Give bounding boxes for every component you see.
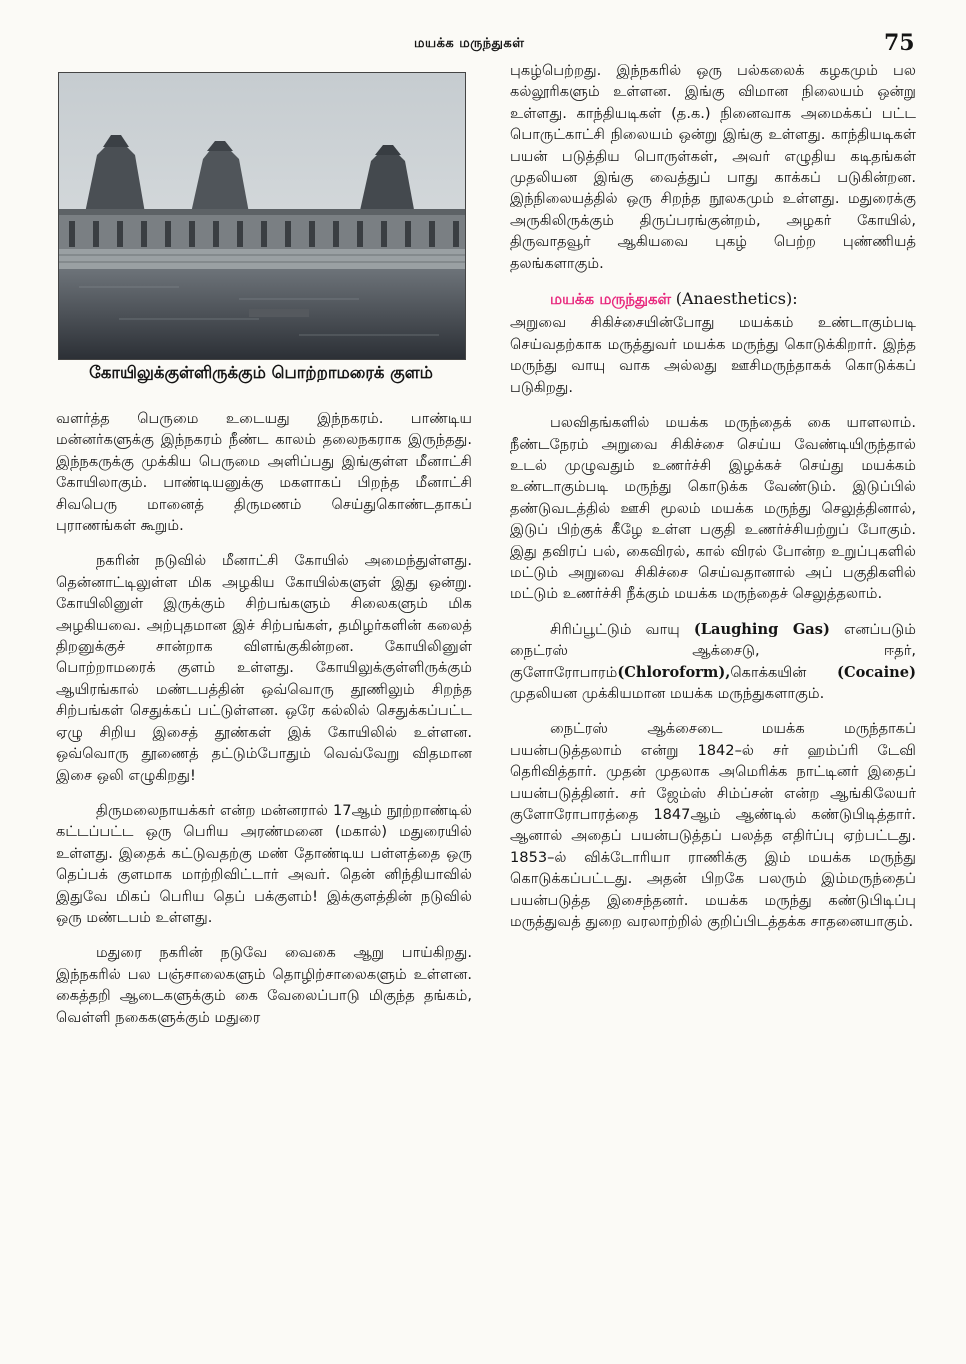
paragraph: திருமலைநாயக்கர் என்ற மன்னரால் 17ஆம் நூற்றாண்டில் கட்டப்பட்ட ஒரு பெரிய அரண்மனை (மகால்) மதுரையில் உள்ளது. இதைக் கட்டுவதற்கு மண் தோண்டிய பள்ளத்தை ஒரு தெப்பக் குளமாக மாற்றிவிட்டார் அவர். தென் னிந்தியாவில் இதுவே மிகப் பெரிய தெப் பக்குளம்! இக்குளத்தின் நடுவில் ஒரு மண்டபம் உள்ளது. bbox=[56, 801, 472, 926]
text-run: முதலியன முக்கியமான மயக்க மருந்துகளாகும். bbox=[510, 684, 825, 702]
english-term: (Laughing Gas) bbox=[693, 620, 830, 638]
figure-caption: கோயிலுக்குள்ளிருக்கும் பொற்றாமரைக் குளம் bbox=[89, 363, 433, 382]
paragraph: பலவிதங்களில் மயக்க மருந்தைக் கை யாளலாம். நீண்டநேரம் அறுவை சிகிச்சை செய்ய வேண்டியிருந்தால் உடல் முழுவதும் உணர்ச்சி இழக்கச் செய்து மயக்கம் உண்டாகும்படி மருந்து கொடுக்க வேண்டும். இடுப்பில் தண்டுவடத்தில் ஊசி மூலம் மயக்க மருந்து செலுத்தினால், இடுப் பிற்குக் கீழே உள்ள பகுதி உணர்ச்சியற்றுப் போகும். இது தவிரப் பல், கைவிரல், கால் விரல் போன்ற உறுப்புகளில் மட்டும் அறுவை சிகிச்சை செய்வதானால் அப் பகுதிகளில் மட்டும் உணர்ச்சி நீக்கும் மயக்க மருந்தைச் செலுத்தலாம். bbox=[510, 414, 916, 603]
english-term: (Cocaine) bbox=[837, 663, 916, 681]
paragraph: வளர்த்த பெருமை உடையது இந்நகரம். பாண்டிய மன்னர்களுக்கு இந்நகரம் நீண்ட காலம் தலைநகராக இருந்தது. இந்நகருக்கு முக்கிய பெருமை அளிப்பது இங்குள்ள மீனாட்சி கோயிலாகும். பாண்டியனுக்கு மகளாகப் பிறந்த மீனாட்சி சிவபெரு மானைத் திருமணம் செய்துகொண்டதாகப் புராணங்கள் கூறும். bbox=[56, 410, 472, 535]
paragraph: நைட்ரஸ் ஆக்சைடை மயக்க மருந்தாகப் பயன்படுத்தலாம் என்று 1842–ல் சர் ஹம்ப்ரி டேவி தெரிவித்தார். முதன் முதலாக அமெரிக்க நாட்டினர் இதைப் பயன்படுத்தினர். சர் ஜேம்ஸ் சிம்ப்சன் என்ற ஆங்கிலேயர் குளோரோபாரத்தை 1847ஆம் ஆண்டில் கண்டுபிடித்தார். ஆனால் அதைப் பயன்படுத்தப் பலத்த எதிர்ப்பு ஏற்பட்டது. 1853–ல் விக்டோரியா ராணிக்கு இம் மயக்க மருந்து கொடுக்கப்பட்டது. அதன் பிறகே பலரும் இம்மருந்தைப் பயன்படுத்த இசைந்தனர். மயக்க மருந்து கண்டுபிடிப்பு மருத்துவத் துறை வரலாற்றில் குறிப்பிடத்தக்க சாதனையாகும். bbox=[510, 720, 916, 931]
section-heading bbox=[510, 288, 916, 310]
text-run: எனப்படும் நைட்ரஸ் ஆக்சைடு, ஈதர், குளோரோபாரம் bbox=[510, 620, 917, 681]
left-column bbox=[56, 408, 472, 1038]
section-title-tamil: மயக்க மருந்துகள் bbox=[550, 290, 672, 309]
section-title-english: (Anaesthetics): bbox=[675, 289, 798, 309]
paragraph: புகழ்பெற்றது. இந்நகரில் ஒரு பல்கலைக் கழகமும் பல கல்லூரிகளும் உள்ளன. இங்கு விமான நிலையம் ஒன்று உள்ளது. காந்தியடிகள் (த.க.) நினைவாக அமைக்கப் பட்ட பொருட்காட்சி நிலையம் ஒன்று இங்கு உள்ளது. காந்தியடிகள் பயன் படுத்திய பொருள்கள், அவர் எழுதிய கடிதங்கள் முதலியன இங்கு வைத்துப் பாது காக்கப் படுகின்றன. இந்நிலையத்தில் ஒரு சிறந்த நூலகமும் உள்ளது. மதுரைக்கு அருகிலிருக்கும் திருப்பரங்குன்றம், அழகர் கோயில், திருவாதவூர் ஆகியவை புகழ் பெற்ற புண்ணியத் தலங்களாகும். bbox=[510, 62, 916, 272]
paragraph: அறுவை சிகிச்சையின்போது மயக்கம் உண்டாகும்படி செய்வதற்காக மருத்துவர் மயக்க மருந்து கொடுக்கிறார். இந்த மருந்து வாயு வாக அல்லது ஊசிமருந்தாகக் கொடுக்கப் படுகிறது. bbox=[510, 314, 916, 396]
paragraph: மதுரை நகரின் நடுவே வைகை ஆறு பாய்கிறது. இந்நகரில் பல பஞ்சாலைகளும் தொழிற்சாலைகளும் உள்ளன. கைத்தறி ஆடைகளுக்கும் கை வேலைப்பாடு மிகுந்த தங்கம், வெள்ளி நகைகளுக்கும் மதுரை bbox=[56, 944, 472, 1026]
text-run: சிரிப்பூட்டும் வாயு bbox=[550, 620, 680, 638]
running-title: மயக்க மருந்துகள் bbox=[414, 36, 525, 51]
right-column bbox=[510, 60, 916, 942]
text-run: கொக்கயின் bbox=[730, 663, 807, 681]
page-number: 75 bbox=[884, 30, 915, 56]
english-term: (Chloroform), bbox=[617, 663, 731, 681]
paragraph: நகரின் நடுவில் மீனாட்சி கோயில் அமைந்துள்ளது. தென்னாட்டிலுள்ள மிக அழகிய கோயில்களுள் இது ஒன்று. கோயிலினுள் இருக்கும் சிற்பங்களும் சிலைகளும் மிக அழகியவை. அற்புதமான இச் சிற்பங்கள், தமிழர்களின் கலைத் திறனுக்குச் சான்றாக விளங்குகின்றன. கோயிலினுள் பொற்றாமரைக் குளம் உள்ளது. கோயிலுக்குள்ளிருக்கும் ஆயிரங்கால் மண்டபத்தின் ஒவ்வொரு தூணிலும் சிறந்த சிற்பங்கள் செதுக்கப் பட்டுள்ளன. ஒரே கல்லில் செதுக்கப்பட்ட ஏழு சிறிய இசைத் தூண்கள் இக் கோயிலில் உள்ளன. ஒவ்வொரு தூணைத் தட்டும்போதும் வெவ்வேறு விதமான இசை ஒலி எழுகிறது! bbox=[56, 552, 472, 784]
paragraph bbox=[510, 619, 916, 705]
temple-tank-photo bbox=[58, 72, 466, 360]
